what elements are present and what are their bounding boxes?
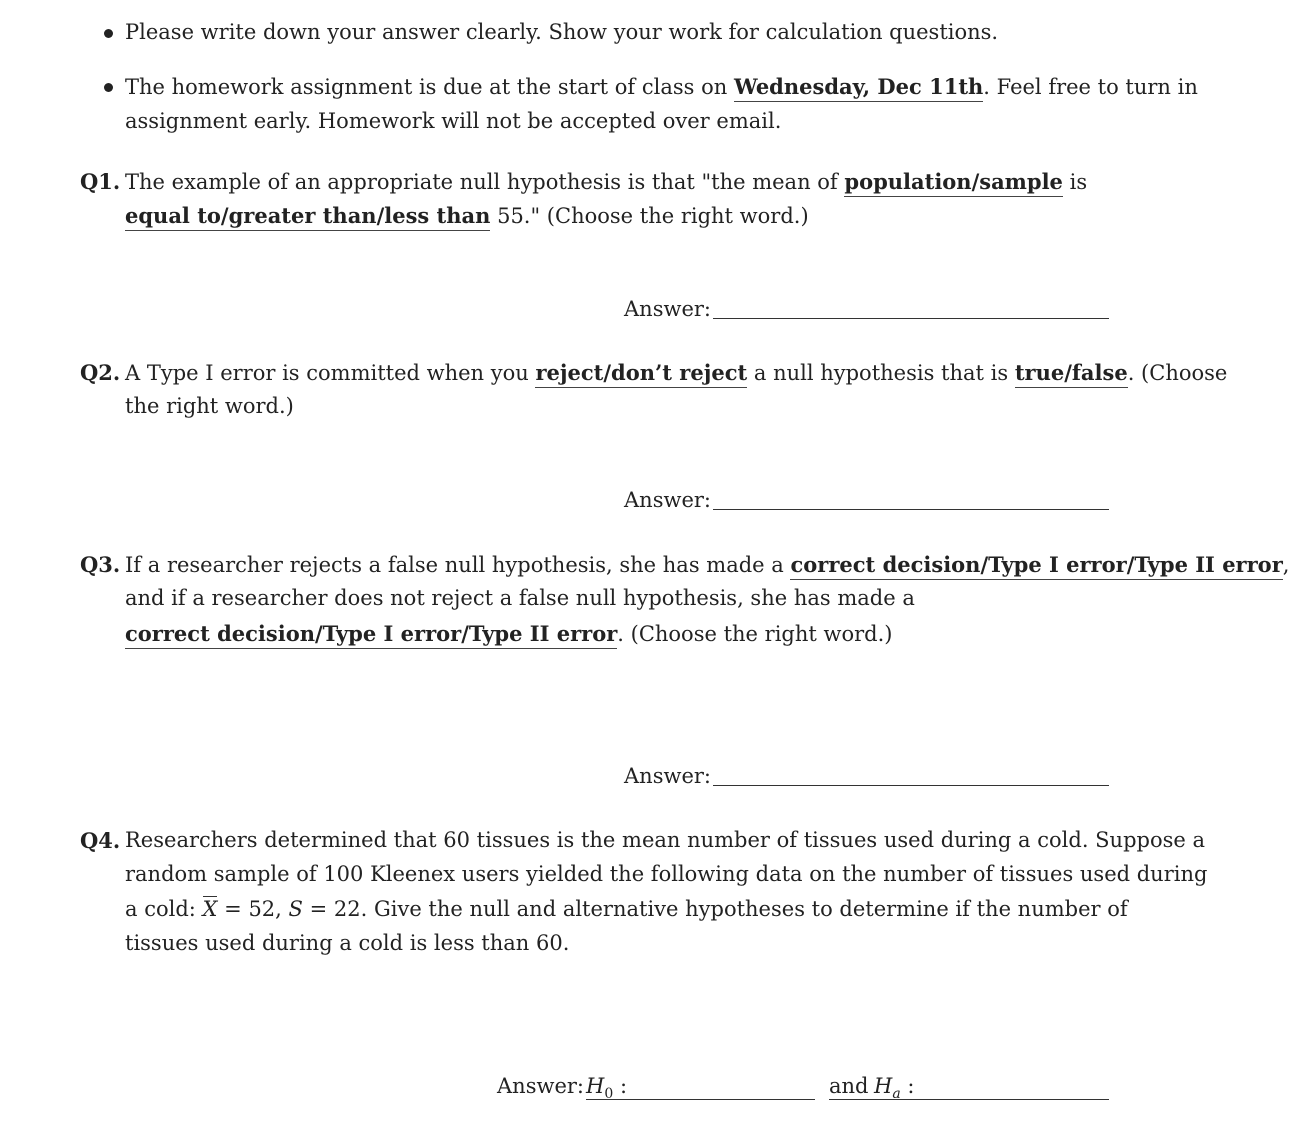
q2-answer-label: Answer: xyxy=(624,488,711,512)
q3-line3 xyxy=(125,621,892,646)
q1-line1 xyxy=(125,169,1087,194)
q2-answer-line[interactable] xyxy=(713,509,1109,510)
q3-text-post: . (Choose the right word.) xyxy=(617,622,893,646)
q4-ha-colon: : xyxy=(907,1074,915,1098)
q2-text-post: . (Choose xyxy=(1127,361,1228,385)
q4-number: Q4. xyxy=(80,828,121,853)
q1-choice-comparison: equal to/greater than/less than xyxy=(125,203,490,231)
q3-text-pre: If a researcher rejects a false null hypothesis, she has made a xyxy=(125,553,784,577)
q4-ha-answer-line[interactable] xyxy=(829,1099,1109,1100)
q3-answer-line[interactable] xyxy=(713,785,1109,786)
q1-answer-line[interactable] xyxy=(713,318,1109,319)
q1-number: Q1. xyxy=(80,169,121,194)
q2-text-mid: a null hypothesis that is xyxy=(753,361,1009,385)
q4-xbar-value: = 52, xyxy=(224,897,282,921)
instruction-2-post: . Feel free to turn in xyxy=(983,75,1198,99)
q4-h0-subscript: 0 xyxy=(604,1086,614,1103)
q1-choice-population-sample: population/sample xyxy=(844,169,1063,197)
q3-line2: and if a researcher does not reject a false null hypothesis, she has made a xyxy=(125,586,915,610)
instruction-1: Please write down your answer clearly. Show your work for calculation questions. xyxy=(125,20,999,44)
bullet-dot-1 xyxy=(104,29,113,38)
q4-s-value: = 22. xyxy=(309,897,368,921)
q4-ha-subscript: a xyxy=(892,1086,901,1103)
q4-line3-pre: a cold: xyxy=(125,897,196,921)
q4-s-symbol: S xyxy=(288,897,303,921)
due-date: Wednesday, Dec 11th xyxy=(734,74,983,102)
q3-choice-2: correct decision/Type I error/Type II error xyxy=(125,621,617,649)
q4-h0-answer-line[interactable] xyxy=(586,1099,815,1100)
q3-comma: , xyxy=(1282,553,1289,577)
q1-text-post: 55." (Choose the right word.) xyxy=(497,204,809,228)
q3-line1 xyxy=(125,552,1289,577)
q4-h0-colon: : xyxy=(619,1074,628,1098)
q1-line2 xyxy=(125,203,809,228)
q4-ha-symbol: H xyxy=(874,1074,893,1098)
q4-line4: tissues used during a cold is less than 60. xyxy=(125,931,570,955)
q3-answer-label: Answer: xyxy=(624,764,711,788)
q4-line3 xyxy=(125,897,1128,921)
q3-choice-1: correct decision/Type I error/Type II error xyxy=(790,552,1282,580)
q4-line1: Researchers determined that 60 tissues is the mean number of tissues used during a cold. Suppose a xyxy=(125,828,1206,852)
q2-choice-true-false: true/false xyxy=(1015,360,1128,388)
q4-xbar-symbol: X xyxy=(202,897,218,921)
instruction-2-line2: assignment early. Homework will not be accepted over email. xyxy=(125,109,782,133)
q4-line2: random sample of 100 Kleenex users yielded the following data on the number of tissues used during xyxy=(125,862,1208,886)
bullet-dot-2 xyxy=(104,83,113,92)
q4-h0-symbol: H xyxy=(586,1074,605,1098)
instruction-2 xyxy=(125,74,1198,99)
q2-choice-reject: reject/don’t reject xyxy=(535,360,747,388)
q4-answer-label: Answer: xyxy=(497,1074,584,1098)
q4-ha-label xyxy=(874,1074,914,1102)
q1-answer-label: Answer: xyxy=(624,297,711,321)
q1-text-pre: The example of an appropriate null hypothesis is that "the mean of xyxy=(125,170,838,194)
q2-text-pre: A Type I error is committed when you xyxy=(125,361,529,385)
instruction-2-pre: The homework assignment is due at the start of class on xyxy=(125,75,728,99)
q3-number: Q3. xyxy=(80,552,121,577)
q4-line3-post: Give the null and alternative hypotheses to determine if the number of xyxy=(373,897,1128,921)
q2-line2: the right word.) xyxy=(125,394,294,418)
q4-h0-label xyxy=(586,1074,627,1102)
q2-line1 xyxy=(125,360,1227,385)
q4-and-label: and xyxy=(829,1074,869,1098)
q1-text-mid: is xyxy=(1069,170,1088,194)
q2-number: Q2. xyxy=(80,360,121,385)
